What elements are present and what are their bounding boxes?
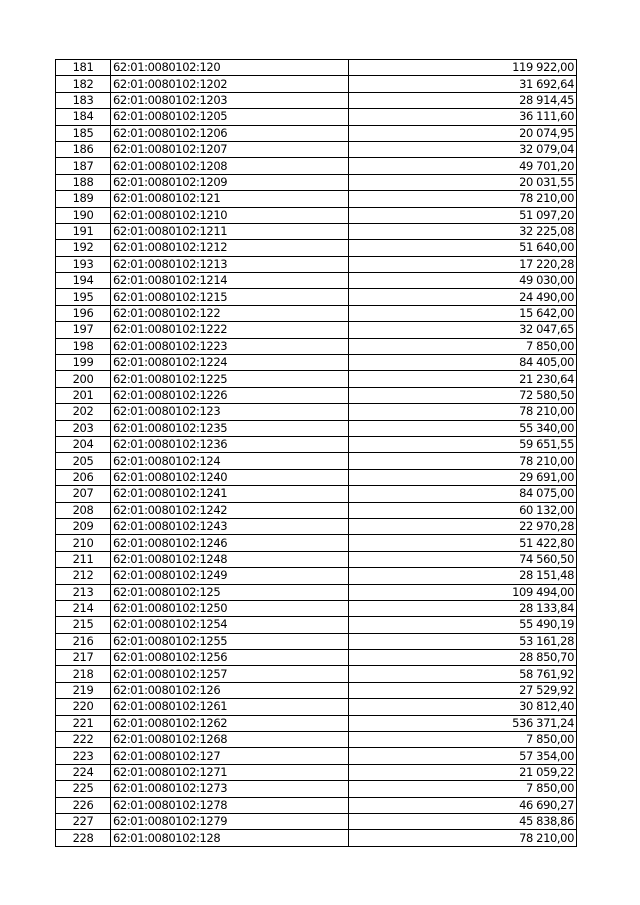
row-number-cell: 193 (56, 256, 111, 272)
row-number-cell: 224 (56, 764, 111, 780)
value-cell: 27 529,92 (349, 682, 577, 698)
row-number-cell: 184 (56, 109, 111, 125)
cadastral-number-cell: 62:01:0080102:1235 (111, 420, 349, 436)
cadastral-number-cell: 62:01:0080102:1241 (111, 486, 349, 502)
table-row (56, 699, 577, 715)
table-row (56, 436, 577, 452)
row-number-cell: 201 (56, 387, 111, 403)
row-number-cell: 217 (56, 650, 111, 666)
row-number-cell: 220 (56, 699, 111, 715)
table-row (56, 240, 577, 256)
value-cell: 84 075,00 (349, 486, 577, 502)
row-number-cell: 227 (56, 813, 111, 829)
value-cell: 55 340,00 (349, 420, 577, 436)
cadastral-number-cell: 62:01:0080102:1208 (111, 158, 349, 174)
row-number-cell: 190 (56, 207, 111, 223)
cadastral-number-cell: 62:01:0080102:1242 (111, 502, 349, 518)
row-number-cell: 200 (56, 371, 111, 387)
row-number-cell: 208 (56, 502, 111, 518)
value-cell: 49 030,00 (349, 273, 577, 289)
table-row (56, 289, 577, 305)
cadastral-number-cell: 62:01:0080102:1279 (111, 813, 349, 829)
table-row (56, 732, 577, 748)
cadastral-number-cell: 62:01:0080102:1209 (111, 174, 349, 190)
row-number-cell: 203 (56, 420, 111, 436)
cadastral-number-cell: 62:01:0080102:1278 (111, 797, 349, 813)
value-cell: 28 151,48 (349, 568, 577, 584)
row-number-cell: 192 (56, 240, 111, 256)
table-row (56, 797, 577, 813)
row-number-cell: 186 (56, 141, 111, 157)
row-number-cell: 182 (56, 76, 111, 92)
cadastral-number-cell: 62:01:0080102:1225 (111, 371, 349, 387)
value-cell: 7 850,00 (349, 338, 577, 354)
table-row (56, 748, 577, 764)
value-cell: 45 838,86 (349, 813, 577, 829)
table-row (56, 781, 577, 797)
cadastral-number-cell: 62:01:0080102:1271 (111, 764, 349, 780)
cadastral-number-cell: 62:01:0080102:125 (111, 584, 349, 600)
value-cell: 57 354,00 (349, 748, 577, 764)
value-cell: 32 047,65 (349, 322, 577, 338)
row-number-cell: 191 (56, 223, 111, 239)
value-cell: 32 225,08 (349, 223, 577, 239)
row-number-cell: 188 (56, 174, 111, 190)
value-cell: 49 701,20 (349, 158, 577, 174)
value-cell: 46 690,27 (349, 797, 577, 813)
row-number-cell: 187 (56, 158, 111, 174)
cadastral-number-cell: 62:01:0080102:128 (111, 830, 349, 846)
row-number-cell: 199 (56, 355, 111, 371)
table-row (56, 404, 577, 420)
value-cell: 59 651,55 (349, 436, 577, 452)
value-cell: 20 074,95 (349, 125, 577, 141)
cadastral-number-cell: 62:01:0080102:1246 (111, 535, 349, 551)
table-row (56, 109, 577, 125)
row-number-cell: 211 (56, 551, 111, 567)
row-number-cell: 185 (56, 125, 111, 141)
table-row (56, 486, 577, 502)
table-row (56, 813, 577, 829)
table-row (56, 600, 577, 616)
value-cell: 78 210,00 (349, 453, 577, 469)
cadastral-number-cell: 62:01:0080102:127 (111, 748, 349, 764)
cadastral-value-table (55, 59, 577, 847)
value-cell: 119 922,00 (349, 60, 577, 76)
value-cell: 32 079,04 (349, 141, 577, 157)
table-row (56, 568, 577, 584)
value-cell: 78 210,00 (349, 404, 577, 420)
row-number-cell: 206 (56, 469, 111, 485)
table-row (56, 305, 577, 321)
row-number-cell: 216 (56, 633, 111, 649)
row-number-cell: 222 (56, 732, 111, 748)
value-cell: 29 691,00 (349, 469, 577, 485)
table-row (56, 518, 577, 534)
table-row (56, 453, 577, 469)
cadastral-number-cell: 62:01:0080102:1212 (111, 240, 349, 256)
row-number-cell: 218 (56, 666, 111, 682)
cadastral-number-cell: 62:01:0080102:1249 (111, 568, 349, 584)
value-cell: 20 031,55 (349, 174, 577, 190)
table-body (56, 60, 577, 847)
table-row (56, 174, 577, 190)
value-cell: 51 640,00 (349, 240, 577, 256)
table-row (56, 469, 577, 485)
table-row (56, 355, 577, 371)
row-number-cell: 194 (56, 273, 111, 289)
value-cell: 109 494,00 (349, 584, 577, 600)
row-number-cell: 196 (56, 305, 111, 321)
cadastral-number-cell: 62:01:0080102:126 (111, 682, 349, 698)
cadastral-number-cell: 62:01:0080102:1226 (111, 387, 349, 403)
value-cell: 28 914,45 (349, 92, 577, 108)
value-cell: 536 371,24 (349, 715, 577, 731)
value-cell: 7 850,00 (349, 732, 577, 748)
table-row (56, 60, 577, 76)
row-number-cell: 226 (56, 797, 111, 813)
row-number-cell: 215 (56, 617, 111, 633)
table-row (56, 191, 577, 207)
cadastral-number-cell: 62:01:0080102:1202 (111, 76, 349, 92)
cadastral-number-cell: 62:01:0080102:1211 (111, 223, 349, 239)
table-row (56, 125, 577, 141)
value-cell: 74 560,50 (349, 551, 577, 567)
value-cell: 51 422,80 (349, 535, 577, 551)
cadastral-number-cell: 62:01:0080102:1205 (111, 109, 349, 125)
cadastral-number-cell: 62:01:0080102:1268 (111, 732, 349, 748)
cadastral-number-cell: 62:01:0080102:1243 (111, 518, 349, 534)
cadastral-number-cell: 62:01:0080102:1215 (111, 289, 349, 305)
table-row (56, 158, 577, 174)
cadastral-number-cell: 62:01:0080102:1213 (111, 256, 349, 272)
value-cell: 51 097,20 (349, 207, 577, 223)
table-row (56, 666, 577, 682)
cadastral-number-cell: 62:01:0080102:124 (111, 453, 349, 469)
table-row (56, 338, 577, 354)
value-cell: 60 132,00 (349, 502, 577, 518)
value-cell: 31 692,64 (349, 76, 577, 92)
row-number-cell: 228 (56, 830, 111, 846)
table-row (56, 682, 577, 698)
value-cell: 22 970,28 (349, 518, 577, 534)
row-number-cell: 202 (56, 404, 111, 420)
cadastral-number-cell: 62:01:0080102:1240 (111, 469, 349, 485)
value-cell: 30 812,40 (349, 699, 577, 715)
cadastral-number-cell: 62:01:0080102:1222 (111, 322, 349, 338)
cadastral-number-cell: 62:01:0080102:120 (111, 60, 349, 76)
cadastral-number-cell: 62:01:0080102:1255 (111, 633, 349, 649)
row-number-cell: 209 (56, 518, 111, 534)
value-cell: 28 850,70 (349, 650, 577, 666)
cadastral-number-cell: 62:01:0080102:1250 (111, 600, 349, 616)
cadastral-number-cell: 62:01:0080102:1223 (111, 338, 349, 354)
table-row (56, 223, 577, 239)
row-number-cell: 225 (56, 781, 111, 797)
cadastral-number-cell: 62:01:0080102:1224 (111, 355, 349, 371)
cadastral-number-cell: 62:01:0080102:123 (111, 404, 349, 420)
table-row (56, 584, 577, 600)
row-number-cell: 221 (56, 715, 111, 731)
cadastral-number-cell: 62:01:0080102:1256 (111, 650, 349, 666)
table-row (56, 92, 577, 108)
row-number-cell: 223 (56, 748, 111, 764)
cadastral-number-cell: 62:01:0080102:1206 (111, 125, 349, 141)
row-number-cell: 181 (56, 60, 111, 76)
cadastral-number-cell: 62:01:0080102:1207 (111, 141, 349, 157)
value-cell: 15 642,00 (349, 305, 577, 321)
row-number-cell: 207 (56, 486, 111, 502)
table-row (56, 535, 577, 551)
table-row (56, 141, 577, 157)
table-row (56, 617, 577, 633)
row-number-cell: 210 (56, 535, 111, 551)
cadastral-number-cell: 62:01:0080102:1214 (111, 273, 349, 289)
value-cell: 24 490,00 (349, 289, 577, 305)
table-row (56, 256, 577, 272)
row-number-cell: 198 (56, 338, 111, 354)
row-number-cell: 204 (56, 436, 111, 452)
cadastral-number-cell: 62:01:0080102:1254 (111, 617, 349, 633)
cadastral-number-cell: 62:01:0080102:1257 (111, 666, 349, 682)
row-number-cell: 189 (56, 191, 111, 207)
table-row (56, 764, 577, 780)
table-row (56, 715, 577, 731)
cadastral-number-cell: 62:01:0080102:1262 (111, 715, 349, 731)
cadastral-number-cell: 62:01:0080102:1203 (111, 92, 349, 108)
table-row (56, 371, 577, 387)
value-cell: 84 405,00 (349, 355, 577, 371)
value-cell: 78 210,00 (349, 830, 577, 846)
cadastral-number-cell: 62:01:0080102:1210 (111, 207, 349, 223)
cadastral-number-cell: 62:01:0080102:122 (111, 305, 349, 321)
table-row (56, 502, 577, 518)
table-row (56, 650, 577, 666)
table-row (56, 633, 577, 649)
row-number-cell: 214 (56, 600, 111, 616)
value-cell: 53 161,28 (349, 633, 577, 649)
value-cell: 28 133,84 (349, 600, 577, 616)
value-cell: 55 490,19 (349, 617, 577, 633)
value-cell: 17 220,28 (349, 256, 577, 272)
cadastral-number-cell: 62:01:0080102:1273 (111, 781, 349, 797)
table-row (56, 830, 577, 846)
value-cell: 21 230,64 (349, 371, 577, 387)
table-row (56, 420, 577, 436)
cadastral-number-cell: 62:01:0080102:1248 (111, 551, 349, 567)
table-row (56, 273, 577, 289)
value-cell: 7 850,00 (349, 781, 577, 797)
cadastral-number-cell: 62:01:0080102:121 (111, 191, 349, 207)
value-cell: 21 059,22 (349, 764, 577, 780)
table-row (56, 207, 577, 223)
row-number-cell: 195 (56, 289, 111, 305)
row-number-cell: 197 (56, 322, 111, 338)
table-row (56, 551, 577, 567)
value-cell: 58 761,92 (349, 666, 577, 682)
row-number-cell: 212 (56, 568, 111, 584)
value-cell: 78 210,00 (349, 191, 577, 207)
row-number-cell: 213 (56, 584, 111, 600)
value-cell: 36 111,60 (349, 109, 577, 125)
table-row (56, 387, 577, 403)
cadastral-number-cell: 62:01:0080102:1261 (111, 699, 349, 715)
table-row (56, 322, 577, 338)
table-row (56, 76, 577, 92)
value-cell: 72 580,50 (349, 387, 577, 403)
row-number-cell: 205 (56, 453, 111, 469)
cadastral-number-cell: 62:01:0080102:1236 (111, 436, 349, 452)
row-number-cell: 219 (56, 682, 111, 698)
row-number-cell: 183 (56, 92, 111, 108)
